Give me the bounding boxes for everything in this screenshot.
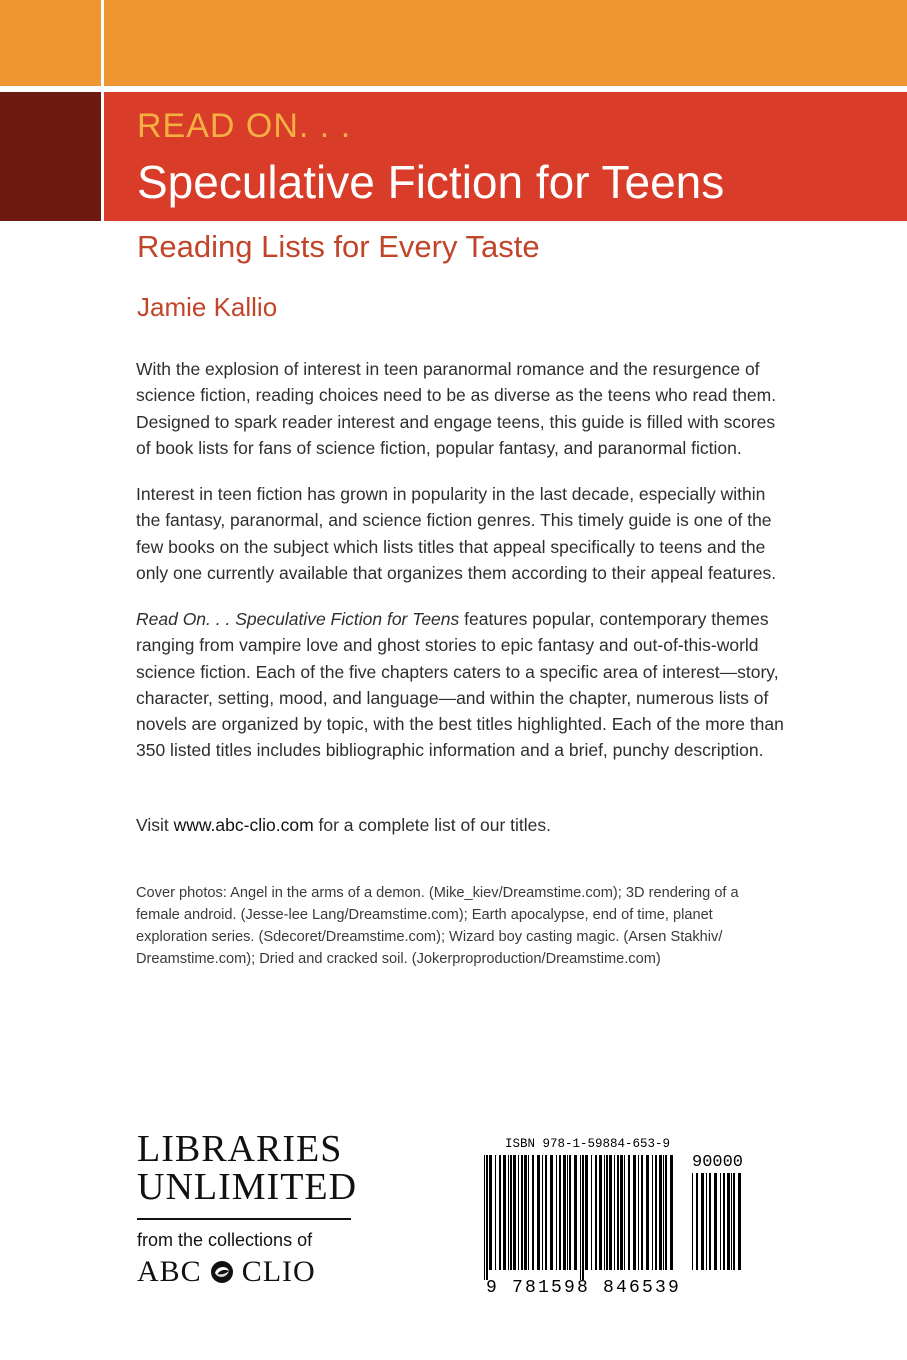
barcode-bar — [518, 1155, 519, 1270]
cover-photo-credits: Cover photos: Angel in the arms of a demon. (Mike_kiev/Dreamstime.com); 3D rendering of a female android. (Jesse-lee Lang/Dreamstime.com); Earth apocalypse, end of time, planet exploration series. (Sdecoret/Dreamstime.com); Wizard boy casting magic. (Arsen Stakhiv/ Dreamstime.com); Dried and cracked soil. (Jokerproproduction/Dreamstime.com) — [136, 885, 739, 967]
abc-clio-swirl-icon — [210, 1260, 234, 1284]
visit-paragraph — [136, 812, 786, 838]
barcode-bar — [638, 1155, 639, 1270]
barcode-bar — [633, 1155, 636, 1270]
description-paragraph-2: Interest in teen fiction has grown in popularity in the last decade, especially within the fantasy, paranormal, and science fiction genres. This timely guide is one of the few books on the subject which lists titles that appeal specifically to teens and the only one currently available that organizes them according to their appeal features. — [136, 484, 777, 583]
publisher-logo — [137, 1128, 358, 1289]
barcode-bar — [550, 1155, 553, 1270]
barcode-bar — [582, 1155, 584, 1280]
isbn-label: ISBN 978-1-59884-653-9 — [505, 1137, 671, 1151]
paragraph-3-text: features popular, contemporary themes ranging from vampire love and ghost stories to epic fantasy and out-of-this-world science fiction. Each of the five chapters caters to a specific area of interest—story, character, setting, mood, and language—and within the chapter, numerous lists of novels are organized by topic, with the best titles highlighted. Each of the more than 350 listed titles includes bibliographic information and a brief, punchy description. — [136, 609, 784, 761]
barcode-bar — [604, 1155, 605, 1270]
barcode-bar — [510, 1155, 512, 1270]
barcode-bar — [609, 1155, 612, 1270]
barcode-bar — [580, 1155, 581, 1280]
barcode-bar — [545, 1155, 547, 1270]
barcode-bar — [585, 1155, 588, 1270]
barcode-bar — [508, 1155, 509, 1270]
title-band — [104, 92, 907, 221]
book-title-italic: Read On. . . Speculative Fiction for Teens — [136, 609, 460, 629]
barcode-bar — [537, 1155, 540, 1270]
dark-accent-block — [0, 92, 101, 221]
barcode-bar — [617, 1155, 619, 1270]
publisher-name-line2: UNLIMITED — [137, 1166, 358, 1208]
barcode-bar — [738, 1173, 741, 1270]
barcode-bar — [489, 1155, 492, 1270]
description-paragraph-1: With the explosion of interest in teen paranormal romance and the resurgence of science fiction, reading choices need to be as diverse as the teens who read them. Designed to spark reader interest and engage teens, this guide is filled with scores of book lists for fans of science fiction, popular fantasy, and paranormal fiction. — [136, 359, 777, 458]
barcode-bar — [563, 1155, 566, 1270]
barcode-main-bars — [480, 1155, 680, 1280]
clio-text: CLIO — [241, 1255, 316, 1288]
series-title: READ ON. . . — [137, 107, 352, 145]
isbn-barcode — [480, 1135, 745, 1305]
barcode-bar — [484, 1155, 485, 1280]
abc-text: ABC — [137, 1255, 202, 1288]
barcode-bar — [503, 1155, 506, 1270]
barcode-bar — [620, 1155, 623, 1270]
barcode-bar — [532, 1155, 534, 1270]
publisher-name-line1: LIBRARIES — [137, 1128, 343, 1170]
barcode-bar — [670, 1155, 673, 1270]
barcode-bar — [567, 1155, 568, 1270]
barcode-bar — [663, 1155, 664, 1270]
price-code: 90000 — [692, 1153, 744, 1172]
publisher-from-text: from the collections of — [137, 1230, 313, 1250]
barcode-bar — [659, 1155, 662, 1270]
top-color-band — [0, 0, 907, 86]
barcode-bar — [614, 1155, 615, 1270]
visit-prefix: Visit — [136, 815, 174, 835]
barcode-bar — [665, 1155, 667, 1270]
barcode-bar — [655, 1155, 657, 1270]
barcode-bar — [606, 1155, 608, 1270]
website-link[interactable]: www.abc-clio.com — [173, 815, 314, 835]
barcode-bar — [595, 1155, 597, 1270]
barcode-addon-bars — [688, 1173, 745, 1280]
barcode-bar — [720, 1173, 721, 1270]
barcode-bar — [652, 1155, 653, 1270]
abc-clio-wordmark — [137, 1255, 351, 1289]
barcode-bar — [701, 1173, 704, 1270]
barcode-bar — [591, 1155, 592, 1270]
barcode-bar — [733, 1173, 735, 1270]
barcode-bar — [486, 1155, 488, 1280]
barcode-bar — [499, 1155, 501, 1270]
barcode-bar — [692, 1173, 693, 1270]
publisher-rule — [137, 1218, 351, 1220]
barcode-bar — [569, 1155, 571, 1270]
barcode-bar — [599, 1155, 602, 1270]
description-paragraph-3 — [136, 606, 786, 764]
barcode-bar — [574, 1155, 577, 1270]
barcode-digits: 9 781598 846539 — [486, 1278, 682, 1298]
barcode-bar — [714, 1173, 717, 1270]
barcode-bar — [624, 1155, 625, 1270]
top-band-divider — [101, 0, 104, 86]
barcode-bar — [513, 1155, 516, 1270]
barcode-bar — [628, 1155, 630, 1270]
barcode-bar — [731, 1173, 732, 1270]
barcode-bar — [646, 1155, 649, 1270]
barcode-bar — [706, 1173, 707, 1270]
barcode-bar — [521, 1155, 523, 1270]
barcode-bar — [528, 1155, 529, 1270]
visit-suffix: for a complete list of our titles. — [313, 815, 551, 835]
author-name: Jamie Kallio — [137, 292, 278, 322]
barcode-bar — [727, 1173, 730, 1270]
book-subtitle: Reading Lists for Every Taste — [137, 229, 540, 264]
book-title: Speculative Fiction for Teens — [137, 156, 725, 208]
barcode-bar — [709, 1173, 711, 1270]
barcode-bar — [723, 1173, 725, 1270]
barcode-bar — [696, 1173, 698, 1270]
barcode-bar — [556, 1155, 557, 1270]
barcode-bar — [559, 1155, 561, 1270]
barcode-bar — [495, 1155, 496, 1270]
barcode-bar — [641, 1155, 643, 1270]
barcode-bar — [524, 1155, 527, 1270]
barcode-bar — [542, 1155, 543, 1270]
